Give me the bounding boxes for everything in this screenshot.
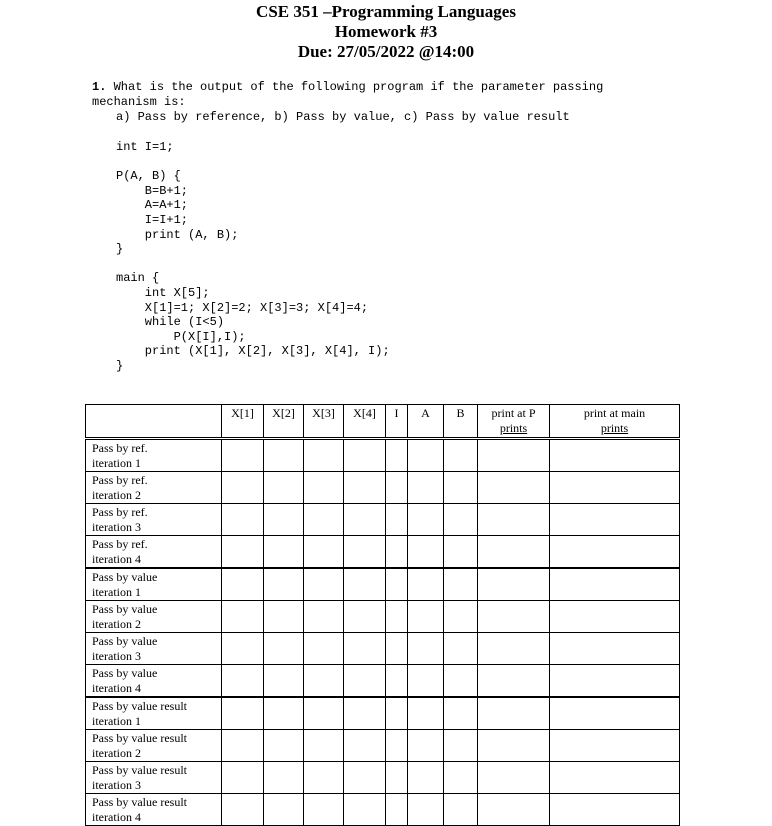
answer-cell[interactable]: [550, 794, 680, 826]
answer-cell[interactable]: [478, 568, 550, 601]
answer-cell[interactable]: [386, 504, 408, 536]
answer-cell[interactable]: [478, 633, 550, 665]
question-options: a) Pass by reference, b) Pass by value, c) Pass by value result: [116, 110, 570, 124]
row-iteration: iteration 3: [92, 520, 141, 534]
answer-cell[interactable]: [304, 504, 344, 536]
table-row: [86, 697, 680, 730]
answer-cell[interactable]: [344, 472, 386, 504]
answer-cell[interactable]: [444, 504, 478, 536]
row-label: [86, 536, 222, 569]
answer-cell[interactable]: [444, 472, 478, 504]
code-line: I=I+1;: [116, 212, 189, 227]
answer-cell[interactable]: [344, 536, 386, 569]
row-method: Pass by value: [92, 570, 158, 584]
answer-cell[interactable]: [386, 762, 408, 794]
code-line: int X[5];: [116, 285, 210, 300]
table-row: [86, 504, 680, 536]
row-iteration: iteration 1: [92, 456, 141, 470]
code-line: int I=1;: [116, 140, 174, 154]
answer-cell[interactable]: [344, 697, 386, 730]
answer-cell[interactable]: [222, 665, 264, 698]
answer-cell[interactable]: [478, 665, 550, 698]
answer-cell[interactable]: [344, 504, 386, 536]
row-method: Pass by value result: [92, 699, 187, 713]
answer-cell[interactable]: [386, 633, 408, 665]
answer-cell[interactable]: [478, 697, 550, 730]
header-print-main: print at main prints: [550, 405, 680, 438]
code-line: print (X[1], X[2], X[3], X[4], I);: [116, 344, 390, 359]
code-line: [116, 257, 390, 272]
answer-cell[interactable]: [444, 568, 478, 601]
row-label: [86, 794, 222, 826]
row-label: [86, 762, 222, 794]
table-row: [86, 633, 680, 665]
answer-cell[interactable]: [264, 633, 304, 665]
homework-title: Homework #3: [334, 22, 438, 41]
answer-cell[interactable]: [550, 633, 680, 665]
answer-cell[interactable]: [408, 665, 444, 698]
row-method: Pass by ref.: [92, 441, 148, 455]
answer-cell[interactable]: [444, 794, 478, 826]
answer-cell[interactable]: [478, 794, 550, 826]
answer-cell[interactable]: [222, 601, 264, 633]
answer-cell[interactable]: [222, 504, 264, 536]
row-method: Pass by ref.: [92, 537, 148, 551]
due-date: Due: 27/05/2022 @14:00: [297, 42, 475, 61]
answer-cell[interactable]: [408, 440, 444, 472]
row-label: [86, 472, 222, 504]
table-row: [86, 794, 680, 826]
code-line: }: [116, 242, 124, 257]
answer-cell[interactable]: [408, 633, 444, 665]
answer-cell[interactable]: [478, 601, 550, 633]
answer-cell[interactable]: [478, 536, 550, 569]
row-iteration: iteration 1: [92, 585, 141, 599]
answer-cell[interactable]: [550, 730, 680, 762]
answer-cell[interactable]: [386, 472, 408, 504]
answer-cell[interactable]: [444, 730, 478, 762]
table-row: [86, 601, 680, 633]
question-line-1: [92, 80, 603, 95]
row-label: [86, 568, 222, 601]
answer-cell[interactable]: [478, 504, 550, 536]
code-line: [116, 155, 390, 170]
answer-cell[interactable]: [304, 601, 344, 633]
code-line: P(X[I],I);: [116, 329, 246, 344]
answer-cell[interactable]: [344, 633, 386, 665]
answer-cell[interactable]: [550, 601, 680, 633]
code-line: while (I<5): [116, 315, 225, 330]
table-row: [86, 440, 680, 472]
answer-cell[interactable]: [344, 601, 386, 633]
answer-cell[interactable]: [444, 536, 478, 569]
answer-cell[interactable]: [222, 440, 264, 472]
code-line: A=A+1;: [116, 198, 189, 213]
answer-cell[interactable]: [222, 472, 264, 504]
answer-cell[interactable]: [444, 440, 478, 472]
answer-cell[interactable]: [478, 440, 550, 472]
answer-cell[interactable]: [344, 568, 386, 601]
row-label: [86, 633, 222, 665]
row-label: [86, 440, 222, 472]
code-line: P(A, B) {: [116, 169, 181, 184]
table-row: [86, 536, 680, 569]
answer-cell[interactable]: [264, 536, 304, 569]
table-row: [86, 568, 680, 601]
answer-cell[interactable]: [344, 762, 386, 794]
answer-cell[interactable]: [222, 794, 264, 826]
row-iteration: iteration 3: [92, 649, 141, 663]
answer-cell[interactable]: [550, 697, 680, 730]
code-line: B=B+1;: [116, 183, 189, 198]
header-x3: X[3]: [304, 405, 344, 438]
row-method: Pass by value result: [92, 763, 187, 777]
header-x2: X[2]: [264, 405, 304, 438]
header-b: B: [444, 405, 478, 438]
answer-cell[interactable]: [304, 633, 344, 665]
answer-cell[interactable]: [344, 440, 386, 472]
code-line: X[1]=1; X[2]=2; X[3]=3; X[4]=4;: [116, 300, 369, 315]
code-line: }: [116, 358, 124, 373]
answer-cell[interactable]: [478, 730, 550, 762]
table-body: [86, 438, 680, 826]
answer-cell[interactable]: [550, 762, 680, 794]
answer-cell[interactable]: [264, 665, 304, 698]
answer-cell[interactable]: [304, 762, 344, 794]
answer-cell[interactable]: [386, 794, 408, 826]
table-row: [86, 762, 680, 794]
header-i: I: [386, 405, 408, 438]
row-iteration: iteration 4: [92, 810, 141, 824]
answer-cell[interactable]: [550, 472, 680, 504]
row-method: Pass by value: [92, 634, 158, 648]
answer-cell[interactable]: [264, 472, 304, 504]
row-label: [86, 730, 222, 762]
answer-cell[interactable]: [304, 440, 344, 472]
answer-cell[interactable]: [408, 730, 444, 762]
header-x4: X[4]: [344, 405, 386, 438]
header-empty: [86, 405, 222, 438]
answer-cell[interactable]: [408, 697, 444, 730]
row-iteration: iteration 2: [92, 488, 141, 502]
answer-cell[interactable]: [408, 762, 444, 794]
answer-cell[interactable]: [478, 472, 550, 504]
answer-cell[interactable]: [550, 440, 680, 472]
answer-cell[interactable]: [304, 536, 344, 569]
table-row: [86, 472, 680, 504]
header-a: A: [408, 405, 444, 438]
answer-cell[interactable]: [264, 697, 304, 730]
question-text: What is the output of the following program if the parameter passing: [113, 80, 604, 94]
answer-cell[interactable]: [408, 536, 444, 569]
answer-cell[interactable]: [444, 633, 478, 665]
answer-cell[interactable]: [550, 536, 680, 569]
answer-cell[interactable]: [408, 601, 444, 633]
row-iteration: iteration 1: [92, 714, 141, 728]
row-method: Pass by ref.: [92, 505, 148, 519]
row-method: Pass by ref.: [92, 473, 148, 487]
answer-cell[interactable]: [344, 665, 386, 698]
answer-cell[interactable]: [222, 762, 264, 794]
answer-cell[interactable]: [408, 504, 444, 536]
table-header-row: [86, 405, 680, 438]
answer-cell[interactable]: [222, 697, 264, 730]
answer-cell[interactable]: [222, 536, 264, 569]
answer-cell[interactable]: [386, 568, 408, 601]
row-method: Pass by value: [92, 666, 158, 680]
row-method: Pass by value result: [92, 731, 187, 745]
answer-cell[interactable]: [444, 665, 478, 698]
answer-cell[interactable]: [264, 601, 304, 633]
answer-cell[interactable]: [222, 568, 264, 601]
header-print-p: print at P prints: [478, 405, 550, 438]
answer-cell[interactable]: [408, 568, 444, 601]
answer-cell[interactable]: [444, 697, 478, 730]
question-line-2: mechanism is:: [92, 95, 186, 109]
row-iteration: iteration 2: [92, 617, 141, 631]
header-x1: X[1]: [222, 405, 264, 438]
answer-cell[interactable]: [386, 536, 408, 569]
answer-cell[interactable]: [550, 665, 680, 698]
table-row: [86, 730, 680, 762]
answer-cell[interactable]: [222, 633, 264, 665]
answer-cell[interactable]: [386, 730, 408, 762]
answer-cell[interactable]: [264, 794, 304, 826]
answer-cell[interactable]: [264, 762, 304, 794]
answer-table: [85, 404, 680, 826]
answer-cell[interactable]: [408, 794, 444, 826]
answer-cell[interactable]: [304, 472, 344, 504]
answer-cell[interactable]: [408, 472, 444, 504]
row-label: [86, 697, 222, 730]
answer-cell[interactable]: [304, 697, 344, 730]
answer-cell[interactable]: [386, 440, 408, 472]
answer-cell[interactable]: [264, 504, 304, 536]
row-method: Pass by value: [92, 602, 158, 616]
answer-cell[interactable]: [304, 665, 344, 698]
answer-cell[interactable]: [444, 601, 478, 633]
answer-cell[interactable]: [222, 730, 264, 762]
row-label: [86, 504, 222, 536]
row-iteration: iteration 2: [92, 746, 141, 760]
answer-cell[interactable]: [478, 762, 550, 794]
answer-cell[interactable]: [304, 568, 344, 601]
answer-cell[interactable]: [304, 794, 344, 826]
code-block: [116, 140, 390, 374]
row-iteration: iteration 4: [92, 681, 141, 695]
row-label: [86, 601, 222, 633]
answer-cell[interactable]: [386, 665, 408, 698]
table-row: [86, 665, 680, 698]
answer-cell[interactable]: [304, 730, 344, 762]
question-number: 1.: [92, 80, 107, 94]
answer-cell[interactable]: [386, 697, 408, 730]
row-iteration: iteration 4: [92, 552, 141, 566]
answer-cell[interactable]: [344, 794, 386, 826]
answer-cell[interactable]: [386, 601, 408, 633]
answer-cell[interactable]: [264, 440, 304, 472]
answer-cell[interactable]: [264, 568, 304, 601]
code-line: print (A, B);: [116, 227, 239, 242]
answer-cell[interactable]: [344, 730, 386, 762]
code-line: main {: [116, 271, 160, 286]
row-method: Pass by value result: [92, 795, 187, 809]
answer-cell[interactable]: [550, 568, 680, 601]
row-label: [86, 665, 222, 698]
answer-cell[interactable]: [550, 504, 680, 536]
answer-cell[interactable]: [444, 762, 478, 794]
row-iteration: iteration 3: [92, 778, 141, 792]
course-title: CSE 351 –Programming Languages: [256, 2, 516, 21]
answer-cell[interactable]: [264, 730, 304, 762]
